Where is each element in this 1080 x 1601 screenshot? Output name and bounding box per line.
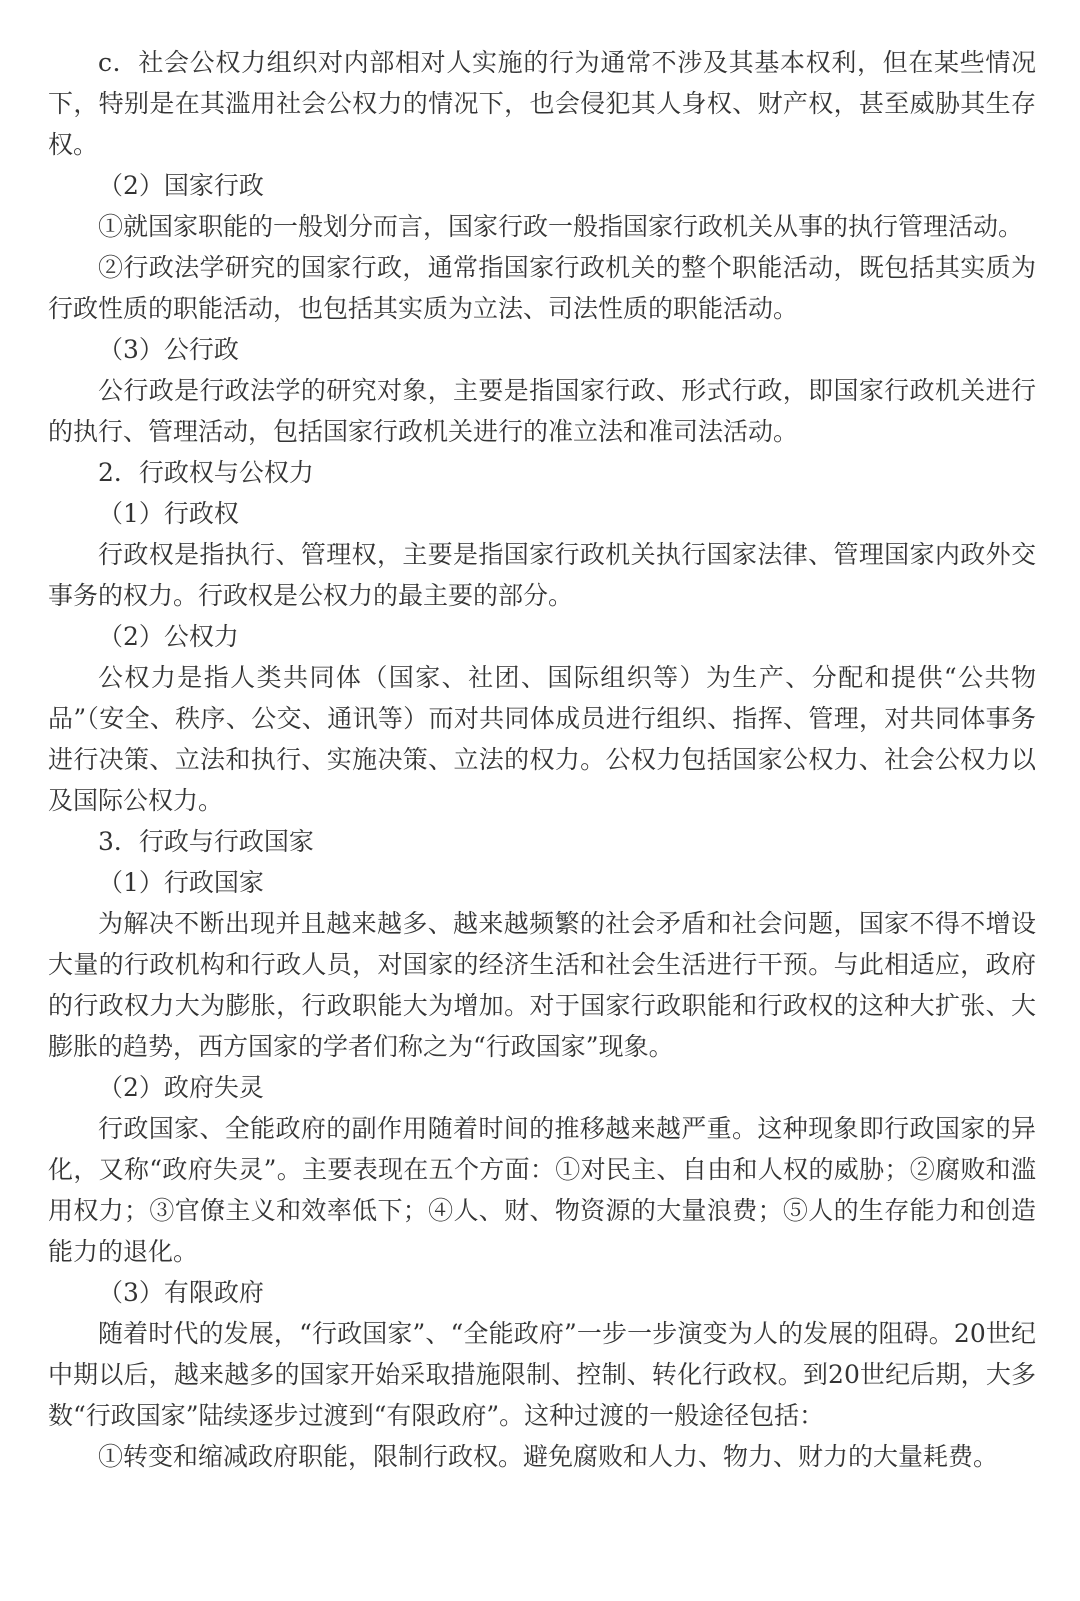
paragraph-administrative-power: 行政权是指执行、管理权，主要是指国家行政机关执行国家法律、管理国家内政外交事务的权力。行政权是公权力的最主要的部分。 xyxy=(48,540,1036,610)
heading-public-power: （2）公权力 xyxy=(98,622,239,651)
paragraph-limited-government: 随着时代的发展，“行政国家”、“全能政府”一步一步演变为人的发展的阻碍。20世纪中期以后，越来越多的国家开始采取措施限制、控制、转化行政权。到20世纪后期，大多数“行政国家”陆续逐步过渡到“有限政府”。这种过渡的一般途径包括： xyxy=(48,1319,1036,1430)
paragraph-social-power-rights: c．社会公权力组织对内部相对人实施的行为通常不涉及其基本权利，但在某些情况下，特别是在其滥用社会公权力的情况下，也会侵犯其人身权、财产权，甚至威胁其生存权。 xyxy=(48,48,1036,159)
paragraph-limited-government-item-1: ①转变和缩减政府职能，限制行政权。避免腐败和人力、物力、财力的大量耗费。 xyxy=(98,1442,999,1471)
heading-administrative-state: （1）行政国家 xyxy=(98,868,264,897)
heading-administrative-power: （1）行政权 xyxy=(98,499,239,528)
heading-government-failure: （2）政府失灵 xyxy=(98,1073,264,1102)
heading-public-administration: （3）公行政 xyxy=(98,335,239,364)
section-heading-3: 3．行政与行政国家 xyxy=(98,827,314,856)
paragraph-government-failure: 行政国家、全能政府的副作用随着时间的推移越来越严重。这种现象即行政国家的异化，又称“政府失灵”。主要表现在五个方面：①对民主、自由和人权的威胁；②腐败和滥用权力；③官僚主义和效率低下；④人、财、物资源的大量浪费；⑤人的生存能力和创造能力的退化。 xyxy=(48,1114,1036,1266)
paragraph-state-administration-1: ①就国家职能的一般划分而言，国家行政一般指国家行政机关从事的执行管理活动。 xyxy=(98,212,1024,241)
paragraph-state-administration-2: ②行政法学研究的国家行政，通常指国家行政机关的整个职能活动，既包括其实质为行政性质的职能活动，也包括其实质为立法、司法性质的职能活动。 xyxy=(48,253,1036,323)
heading-limited-government: （3）有限政府 xyxy=(98,1278,264,1307)
paragraph-public-administration: 公行政是行政法学的研究对象，主要是指国家行政、形式行政，即国家行政机关进行的执行、管理活动，包括国家行政机关进行的准立法和准司法活动。 xyxy=(48,376,1036,446)
paragraph-public-power: 公权力是指人类共同体（国家、社团、国际组织等）为生产、分配和提供“公共物品”（安全、秩序、公交、通讯等）而对共同体成员进行组织、指挥、管理，对共同体事务进行决策、立法和执行、实施决策、立法的权力。公权力包括国家公权力、社会公权力以及国际公权力。 xyxy=(48,663,1036,815)
heading-state-administration: （2）国家行政 xyxy=(98,171,264,200)
section-heading-2: 2．行政权与公权力 xyxy=(98,458,314,487)
paragraph-administrative-state: 为解决不断出现并且越来越多、越来越频繁的社会矛盾和社会问题，国家不得不增设大量的行政机构和行政人员，对国家的经济生活和社会生活进行干预。与此相适应，政府的行政权力大为膨胀，行政职能大为增加。对于国家行政职能和行政权的这种大扩张、大膨胀的趋势，西方国家的学者们称之为“行政国家”现象。 xyxy=(48,909,1036,1061)
